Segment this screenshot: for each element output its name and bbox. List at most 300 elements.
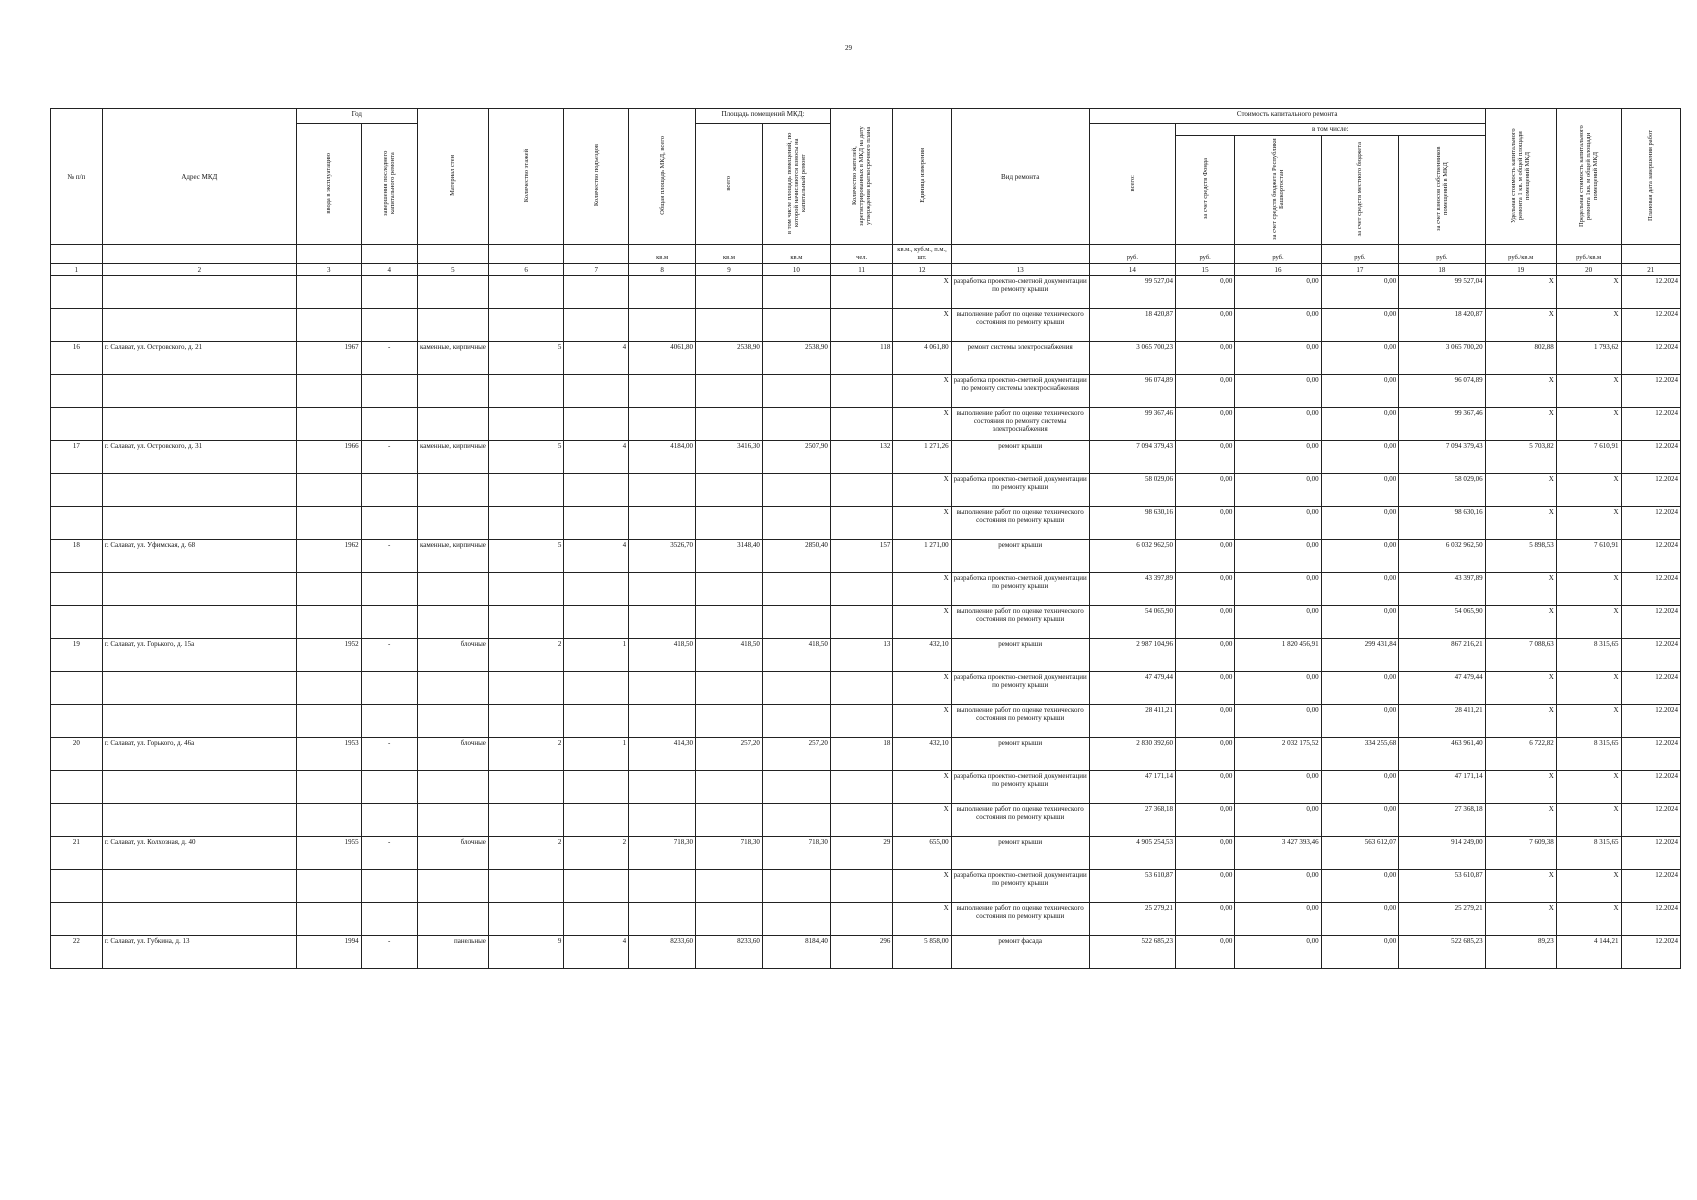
column-number: 15: [1176, 264, 1235, 276]
cost-total-cell: 99 367,46: [1089, 408, 1175, 441]
empty-cell: [296, 771, 361, 804]
empty-cell: [830, 573, 893, 606]
sub-work-row: [51, 705, 1681, 738]
cost-total-cell: 18 420,87: [1089, 309, 1175, 342]
empty-cell: [830, 672, 893, 705]
repair-type-cell: выполнение работ по оценке технического состояния по ремонту крыши: [951, 705, 1089, 738]
empty-cell: [564, 672, 629, 705]
planned-date-cell: 12.2024: [1621, 309, 1680, 342]
wall-material-cell: каменные, кирпичные: [417, 342, 488, 375]
header-residents: Количество жителей, зарегистрированных в МКД на дату утверждения краткосрочного плана: [830, 109, 893, 245]
cost-local-cell: 0,00: [1321, 375, 1399, 408]
year-last-repair-cell: -: [361, 738, 417, 771]
cost-total-cell: 58 029,06: [1089, 474, 1175, 507]
column-number: 10: [762, 264, 830, 276]
planned-date-cell: 12.2024: [1621, 705, 1680, 738]
empty-cell: [296, 573, 361, 606]
repair-type-cell: разработка проектно-сметной документации по ремонту системы электроснабжения: [951, 375, 1089, 408]
unit-measure-cell: X: [893, 276, 951, 309]
limit-cost-cell: X: [1556, 507, 1621, 540]
empty-cell: [762, 771, 830, 804]
cost-local-cell: 0,00: [1321, 342, 1399, 375]
unit-measure-cell: 432,10: [893, 738, 951, 771]
empty-cell: [361, 672, 417, 705]
cost-owners-cell: 99 527,04: [1399, 276, 1485, 309]
cost-republic-cell: 0,00: [1235, 804, 1321, 837]
empty-cell: [102, 606, 296, 639]
specific-cost-cell: X: [1485, 375, 1556, 408]
header-no: № п/п: [51, 109, 103, 245]
address-cell: г. Салават, ул. Колхозная, д. 40: [102, 837, 296, 870]
cost-fund-cell: 0,00: [1176, 672, 1235, 705]
column-number: 20: [1556, 264, 1621, 276]
cost-owners-cell: 914 249,00: [1399, 837, 1485, 870]
address-cell: г. Салават, ул. Горького, д. 46а: [102, 738, 296, 771]
unit-measure-cell: X: [893, 804, 951, 837]
repair-plan-sheet: [50, 108, 1681, 969]
limit-cost-cell: X: [1556, 474, 1621, 507]
cost-republic-cell: 0,00: [1235, 408, 1321, 441]
cost-owners-cell: 47 479,44: [1399, 672, 1485, 705]
cost-total-cell: 98 630,16: [1089, 507, 1175, 540]
empty-cell: [51, 309, 103, 342]
empty-cell: [696, 606, 763, 639]
house-row: [51, 441, 1681, 474]
empty-cell: [296, 870, 361, 903]
repair-type-cell: разработка проектно-сметной документации по ремонту крыши: [951, 672, 1089, 705]
empty-cell: [488, 672, 564, 705]
planned-date-cell: 12.2024: [1621, 936, 1680, 969]
planned-date-cell: 12.2024: [1621, 606, 1680, 639]
address-cell: г. Салават, ул. Уфимская, д. 68: [102, 540, 296, 573]
limit-cost-cell: X: [1556, 408, 1621, 441]
limit-cost-cell: X: [1556, 870, 1621, 903]
unit-measure-cell: 1 271,00: [893, 540, 951, 573]
empty-cell: [361, 903, 417, 936]
cost-local-cell: 0,00: [1321, 408, 1399, 441]
empty-cell: [296, 474, 361, 507]
cost-fund-cell: 0,00: [1176, 276, 1235, 309]
repair-plan-table: [50, 108, 1681, 969]
empty-cell: [102, 804, 296, 837]
cost-total-cell: 99 527,04: [1089, 276, 1175, 309]
empty-cell: [696, 375, 763, 408]
empty-cell: [102, 705, 296, 738]
cost-total-cell: 2 987 104,96: [1089, 639, 1175, 672]
empty-cell: [488, 804, 564, 837]
sub-work-row: [51, 507, 1681, 540]
unit-cell: [361, 245, 417, 264]
cost-local-cell: 0,00: [1321, 507, 1399, 540]
wall-material-cell: панельные: [417, 936, 488, 969]
unit-measure-cell: X: [893, 870, 951, 903]
repair-type-cell: ремонт крыши: [951, 738, 1089, 771]
empty-cell: [629, 870, 696, 903]
year-last-repair-cell: -: [361, 936, 417, 969]
empty-cell: [696, 903, 763, 936]
limit-cost-cell: 1 793,62: [1556, 342, 1621, 375]
empty-cell: [296, 672, 361, 705]
cost-total-cell: 4 905 254,53: [1089, 837, 1175, 870]
area-all-cell: 2538,90: [696, 342, 763, 375]
area-all-cell: 3416,30: [696, 441, 763, 474]
column-number: 2: [102, 264, 296, 276]
row-number: 18: [51, 540, 103, 573]
planned-date-cell: 12.2024: [1621, 540, 1680, 573]
row-number: 17: [51, 441, 103, 474]
year-commission-cell: 1955: [296, 837, 361, 870]
empty-cell: [361, 507, 417, 540]
cost-republic-cell: 0,00: [1235, 507, 1321, 540]
cost-republic-cell: 1 820 456,91: [1235, 639, 1321, 672]
cost-owners-cell: 7 094 379,43: [1399, 441, 1485, 474]
repair-type-cell: разработка проектно-сметной документации по ремонту крыши: [951, 573, 1089, 606]
residents-cell: 157: [830, 540, 893, 573]
cost-total-cell: 522 685,23: [1089, 936, 1175, 969]
row-number: 19: [51, 639, 103, 672]
unit-cell: руб./кв.м: [1556, 245, 1621, 264]
empty-cell: [417, 507, 488, 540]
empty-cell: [696, 573, 763, 606]
empty-cell: [51, 375, 103, 408]
year-last-repair-cell: -: [361, 540, 417, 573]
cost-owners-cell: 43 397,89: [1399, 573, 1485, 606]
residents-cell: 18: [830, 738, 893, 771]
unit-cell: [417, 245, 488, 264]
empty-cell: [696, 309, 763, 342]
empty-cell: [51, 804, 103, 837]
cost-fund-cell: 0,00: [1176, 606, 1235, 639]
cost-total-cell: 6 032 962,50: [1089, 540, 1175, 573]
unit-measure-cell: X: [893, 375, 951, 408]
planned-date-cell: 12.2024: [1621, 441, 1680, 474]
specific-cost-cell: X: [1485, 573, 1556, 606]
wall-material-cell: блочные: [417, 738, 488, 771]
unit-measure-cell: X: [893, 903, 951, 936]
entrances-cell: 2: [564, 837, 629, 870]
empty-cell: [564, 705, 629, 738]
header-cost-title: Стоимость капитального ремонта: [1089, 109, 1485, 124]
empty-cell: [417, 870, 488, 903]
empty-cell: [629, 276, 696, 309]
specific-cost-cell: X: [1485, 309, 1556, 342]
header-year: Год: [296, 109, 417, 124]
year-last-repair-cell: -: [361, 639, 417, 672]
empty-cell: [51, 870, 103, 903]
cost-local-cell: 299 431,84: [1321, 639, 1399, 672]
empty-cell: [629, 606, 696, 639]
empty-cell: [51, 705, 103, 738]
cost-owners-cell: 58 029,06: [1399, 474, 1485, 507]
column-number: 1: [51, 264, 103, 276]
cost-fund-cell: 0,00: [1176, 738, 1235, 771]
empty-cell: [762, 507, 830, 540]
unit-cell: руб./кв.м: [1485, 245, 1556, 264]
empty-cell: [296, 309, 361, 342]
empty-cell: [629, 474, 696, 507]
empty-cell: [102, 474, 296, 507]
empty-cell: [51, 474, 103, 507]
cost-fund-cell: 0,00: [1176, 837, 1235, 870]
row-number: 20: [51, 738, 103, 771]
empty-cell: [51, 771, 103, 804]
unit-measure-cell: X: [893, 771, 951, 804]
column-number: 9: [696, 264, 763, 276]
floors-cell: 5: [488, 342, 564, 375]
unit-measure-cell: X: [893, 507, 951, 540]
limit-cost-cell: X: [1556, 375, 1621, 408]
empty-cell: [296, 408, 361, 441]
empty-cell: [102, 573, 296, 606]
column-number: 4: [361, 264, 417, 276]
address-cell: г. Салават, ул. Губкина, д. 13: [102, 936, 296, 969]
area-included-cell: 718,30: [762, 837, 830, 870]
specific-cost-cell: X: [1485, 408, 1556, 441]
year-commission-cell: 1994: [296, 936, 361, 969]
header-cost-local: за счет средств местного бюджета: [1321, 136, 1399, 245]
empty-cell: [762, 705, 830, 738]
empty-cell: [102, 375, 296, 408]
cost-republic-cell: 0,00: [1235, 276, 1321, 309]
specific-cost-cell: 5 703,82: [1485, 441, 1556, 474]
area-included-cell: 2538,90: [762, 342, 830, 375]
repair-type-cell: разработка проектно-сметной документации по ремонту крыши: [951, 474, 1089, 507]
area-all-cell: 418,50: [696, 639, 763, 672]
unit-cell: руб.: [1176, 245, 1235, 264]
empty-cell: [361, 870, 417, 903]
specific-cost-cell: 7 609,38: [1485, 837, 1556, 870]
cost-owners-cell: 25 279,21: [1399, 903, 1485, 936]
header-premises-area: Площадь помещений МКД:: [696, 109, 831, 124]
empty-cell: [564, 309, 629, 342]
entrances-cell: 4: [564, 342, 629, 375]
empty-cell: [696, 705, 763, 738]
repair-type-cell: выполнение работ по оценке технического состояния по ремонту крыши: [951, 507, 1089, 540]
empty-cell: [102, 903, 296, 936]
empty-cell: [762, 276, 830, 309]
house-row: [51, 738, 1681, 771]
cost-total-cell: 96 074,89: [1089, 375, 1175, 408]
empty-cell: [564, 276, 629, 309]
limit-cost-cell: X: [1556, 276, 1621, 309]
empty-cell: [296, 507, 361, 540]
cost-republic-cell: 0,00: [1235, 342, 1321, 375]
planned-date-cell: 12.2024: [1621, 507, 1680, 540]
column-number: 18: [1399, 264, 1485, 276]
empty-cell: [564, 408, 629, 441]
repair-type-cell: ремонт системы электроснабжения: [951, 342, 1089, 375]
empty-cell: [488, 903, 564, 936]
empty-cell: [417, 276, 488, 309]
unit-measure-cell: 1 271,26: [893, 441, 951, 474]
residents-cell: 132: [830, 441, 893, 474]
year-commission-cell: 1952: [296, 639, 361, 672]
empty-cell: [102, 276, 296, 309]
sub-work-row: [51, 573, 1681, 606]
empty-cell: [296, 903, 361, 936]
empty-cell: [629, 672, 696, 705]
cost-fund-cell: 0,00: [1176, 573, 1235, 606]
empty-cell: [629, 771, 696, 804]
empty-cell: [629, 309, 696, 342]
cost-total-cell: 2 830 392,60: [1089, 738, 1175, 771]
specific-cost-cell: X: [1485, 705, 1556, 738]
cost-local-cell: 0,00: [1321, 870, 1399, 903]
empty-cell: [762, 903, 830, 936]
empty-cell: [629, 375, 696, 408]
empty-cell: [830, 903, 893, 936]
empty-cell: [417, 375, 488, 408]
column-number: 12: [893, 264, 951, 276]
unit-measure-cell: X: [893, 309, 951, 342]
empty-cell: [296, 606, 361, 639]
limit-cost-cell: 7 610,91: [1556, 540, 1621, 573]
empty-cell: [830, 705, 893, 738]
header-specific-cost: Удельная стоимость капитального ремонта 1 кв. м общей площади помещений МКД: [1485, 109, 1556, 245]
row-number: 16: [51, 342, 103, 375]
empty-cell: [102, 507, 296, 540]
unit-measure-cell: 4 061,80: [893, 342, 951, 375]
header-repair-type: Вид ремонта: [951, 109, 1089, 245]
total-area-cell: 8233,60: [629, 936, 696, 969]
planned-date-cell: 12.2024: [1621, 672, 1680, 705]
empty-cell: [488, 309, 564, 342]
repair-type-cell: выполнение работ по оценке технического состояния по ремонту крыши: [951, 606, 1089, 639]
cost-total-cell: 7 094 379,43: [1089, 441, 1175, 474]
cost-total-cell: 3 065 700,23: [1089, 342, 1175, 375]
wall-material-cell: блочные: [417, 837, 488, 870]
cost-owners-cell: 463 961,40: [1399, 738, 1485, 771]
repair-type-cell: выполнение работ по оценке технического состояния по ремонту крыши: [951, 804, 1089, 837]
floors-cell: 5: [488, 540, 564, 573]
limit-cost-cell: 8 315,65: [1556, 837, 1621, 870]
cost-republic-cell: 0,00: [1235, 606, 1321, 639]
year-last-repair-cell: -: [361, 441, 417, 474]
empty-cell: [830, 276, 893, 309]
column-number: 21: [1621, 264, 1680, 276]
row-number: 21: [51, 837, 103, 870]
empty-cell: [361, 705, 417, 738]
cost-fund-cell: 0,00: [1176, 309, 1235, 342]
unit-measure-cell: X: [893, 606, 951, 639]
empty-cell: [296, 276, 361, 309]
empty-cell: [830, 474, 893, 507]
cost-fund-cell: 0,00: [1176, 936, 1235, 969]
column-number: 8: [629, 264, 696, 276]
empty-cell: [51, 573, 103, 606]
cost-total-cell: 25 279,21: [1089, 903, 1175, 936]
header-cost-republic: за счет средств бюджета Республики Башкортостан: [1235, 136, 1321, 245]
repair-type-cell: разработка проектно-сметной документации по ремонту крыши: [951, 276, 1089, 309]
empty-cell: [361, 771, 417, 804]
row-number: 22: [51, 936, 103, 969]
area-all-cell: 3148,40: [696, 540, 763, 573]
cost-total-cell: 54 065,90: [1089, 606, 1175, 639]
column-number: 13: [951, 264, 1089, 276]
sub-work-row: [51, 672, 1681, 705]
planned-date-cell: 12.2024: [1621, 639, 1680, 672]
planned-date-cell: 12.2024: [1621, 903, 1680, 936]
cost-republic-cell: 0,00: [1235, 375, 1321, 408]
sub-work-row: [51, 870, 1681, 903]
unit-cell: руб.: [1399, 245, 1485, 264]
unit-cell: [1621, 245, 1680, 264]
header-cost-fund: за счет средств Фонда: [1176, 136, 1235, 245]
planned-date-cell: 12.2024: [1621, 408, 1680, 441]
sub-work-row: [51, 804, 1681, 837]
empty-cell: [696, 870, 763, 903]
total-area-cell: 4184,00: [629, 441, 696, 474]
cost-fund-cell: 0,00: [1176, 870, 1235, 903]
planned-date-cell: 12.2024: [1621, 804, 1680, 837]
unit-cell: кв.м., куб.м., п.м., шт.: [893, 245, 951, 264]
cost-local-cell: 0,00: [1321, 309, 1399, 342]
empty-cell: [361, 309, 417, 342]
cost-owners-cell: 47 171,14: [1399, 771, 1485, 804]
empty-cell: [564, 903, 629, 936]
empty-cell: [296, 375, 361, 408]
empty-cell: [629, 573, 696, 606]
column-number: 19: [1485, 264, 1556, 276]
cost-fund-cell: 0,00: [1176, 705, 1235, 738]
cost-republic-cell: 0,00: [1235, 540, 1321, 573]
cost-local-cell: 0,00: [1321, 903, 1399, 936]
repair-type-cell: ремонт фасада: [951, 936, 1089, 969]
header-entrances: Количество подъездов: [564, 109, 629, 245]
specific-cost-cell: X: [1485, 771, 1556, 804]
units-row: [51, 245, 1681, 264]
unit-measure-cell: 5 858,00: [893, 936, 951, 969]
empty-cell: [488, 771, 564, 804]
limit-cost-cell: X: [1556, 309, 1621, 342]
specific-cost-cell: 7 088,63: [1485, 639, 1556, 672]
total-area-cell: 418,50: [629, 639, 696, 672]
sub-work-row: [51, 375, 1681, 408]
header-wall-material: Материал стен: [417, 109, 488, 245]
header-total-area: Общая площадь МКД, всего: [629, 109, 696, 245]
specific-cost-cell: X: [1485, 903, 1556, 936]
empty-cell: [488, 276, 564, 309]
address-cell: г. Салават, ул. Островского, д. 21: [102, 342, 296, 375]
repair-type-cell: ремонт крыши: [951, 837, 1089, 870]
planned-date-cell: 12.2024: [1621, 738, 1680, 771]
empty-cell: [762, 573, 830, 606]
year-last-repair-cell: -: [361, 342, 417, 375]
unit-cell: [102, 245, 296, 264]
cost-republic-cell: 0,00: [1235, 672, 1321, 705]
limit-cost-cell: X: [1556, 672, 1621, 705]
cost-fund-cell: 0,00: [1176, 903, 1235, 936]
area-all-cell: 257,20: [696, 738, 763, 771]
empty-cell: [417, 903, 488, 936]
cost-local-cell: 0,00: [1321, 771, 1399, 804]
unit-cell: [51, 245, 103, 264]
cost-owners-cell: 3 065 700,20: [1399, 342, 1485, 375]
unit-cell: руб.: [1235, 245, 1321, 264]
limit-cost-cell: 8 315,65: [1556, 639, 1621, 672]
cost-fund-cell: 0,00: [1176, 342, 1235, 375]
empty-cell: [564, 606, 629, 639]
limit-cost-cell: X: [1556, 573, 1621, 606]
unit-cell: [951, 245, 1089, 264]
column-number: 14: [1089, 264, 1175, 276]
limit-cost-cell: X: [1556, 705, 1621, 738]
house-row: [51, 540, 1681, 573]
empty-cell: [296, 705, 361, 738]
repair-type-cell: выполнение работ по оценке технического состояния по ремонту системы электроснабжения: [951, 408, 1089, 441]
empty-cell: [830, 408, 893, 441]
empty-cell: [488, 573, 564, 606]
